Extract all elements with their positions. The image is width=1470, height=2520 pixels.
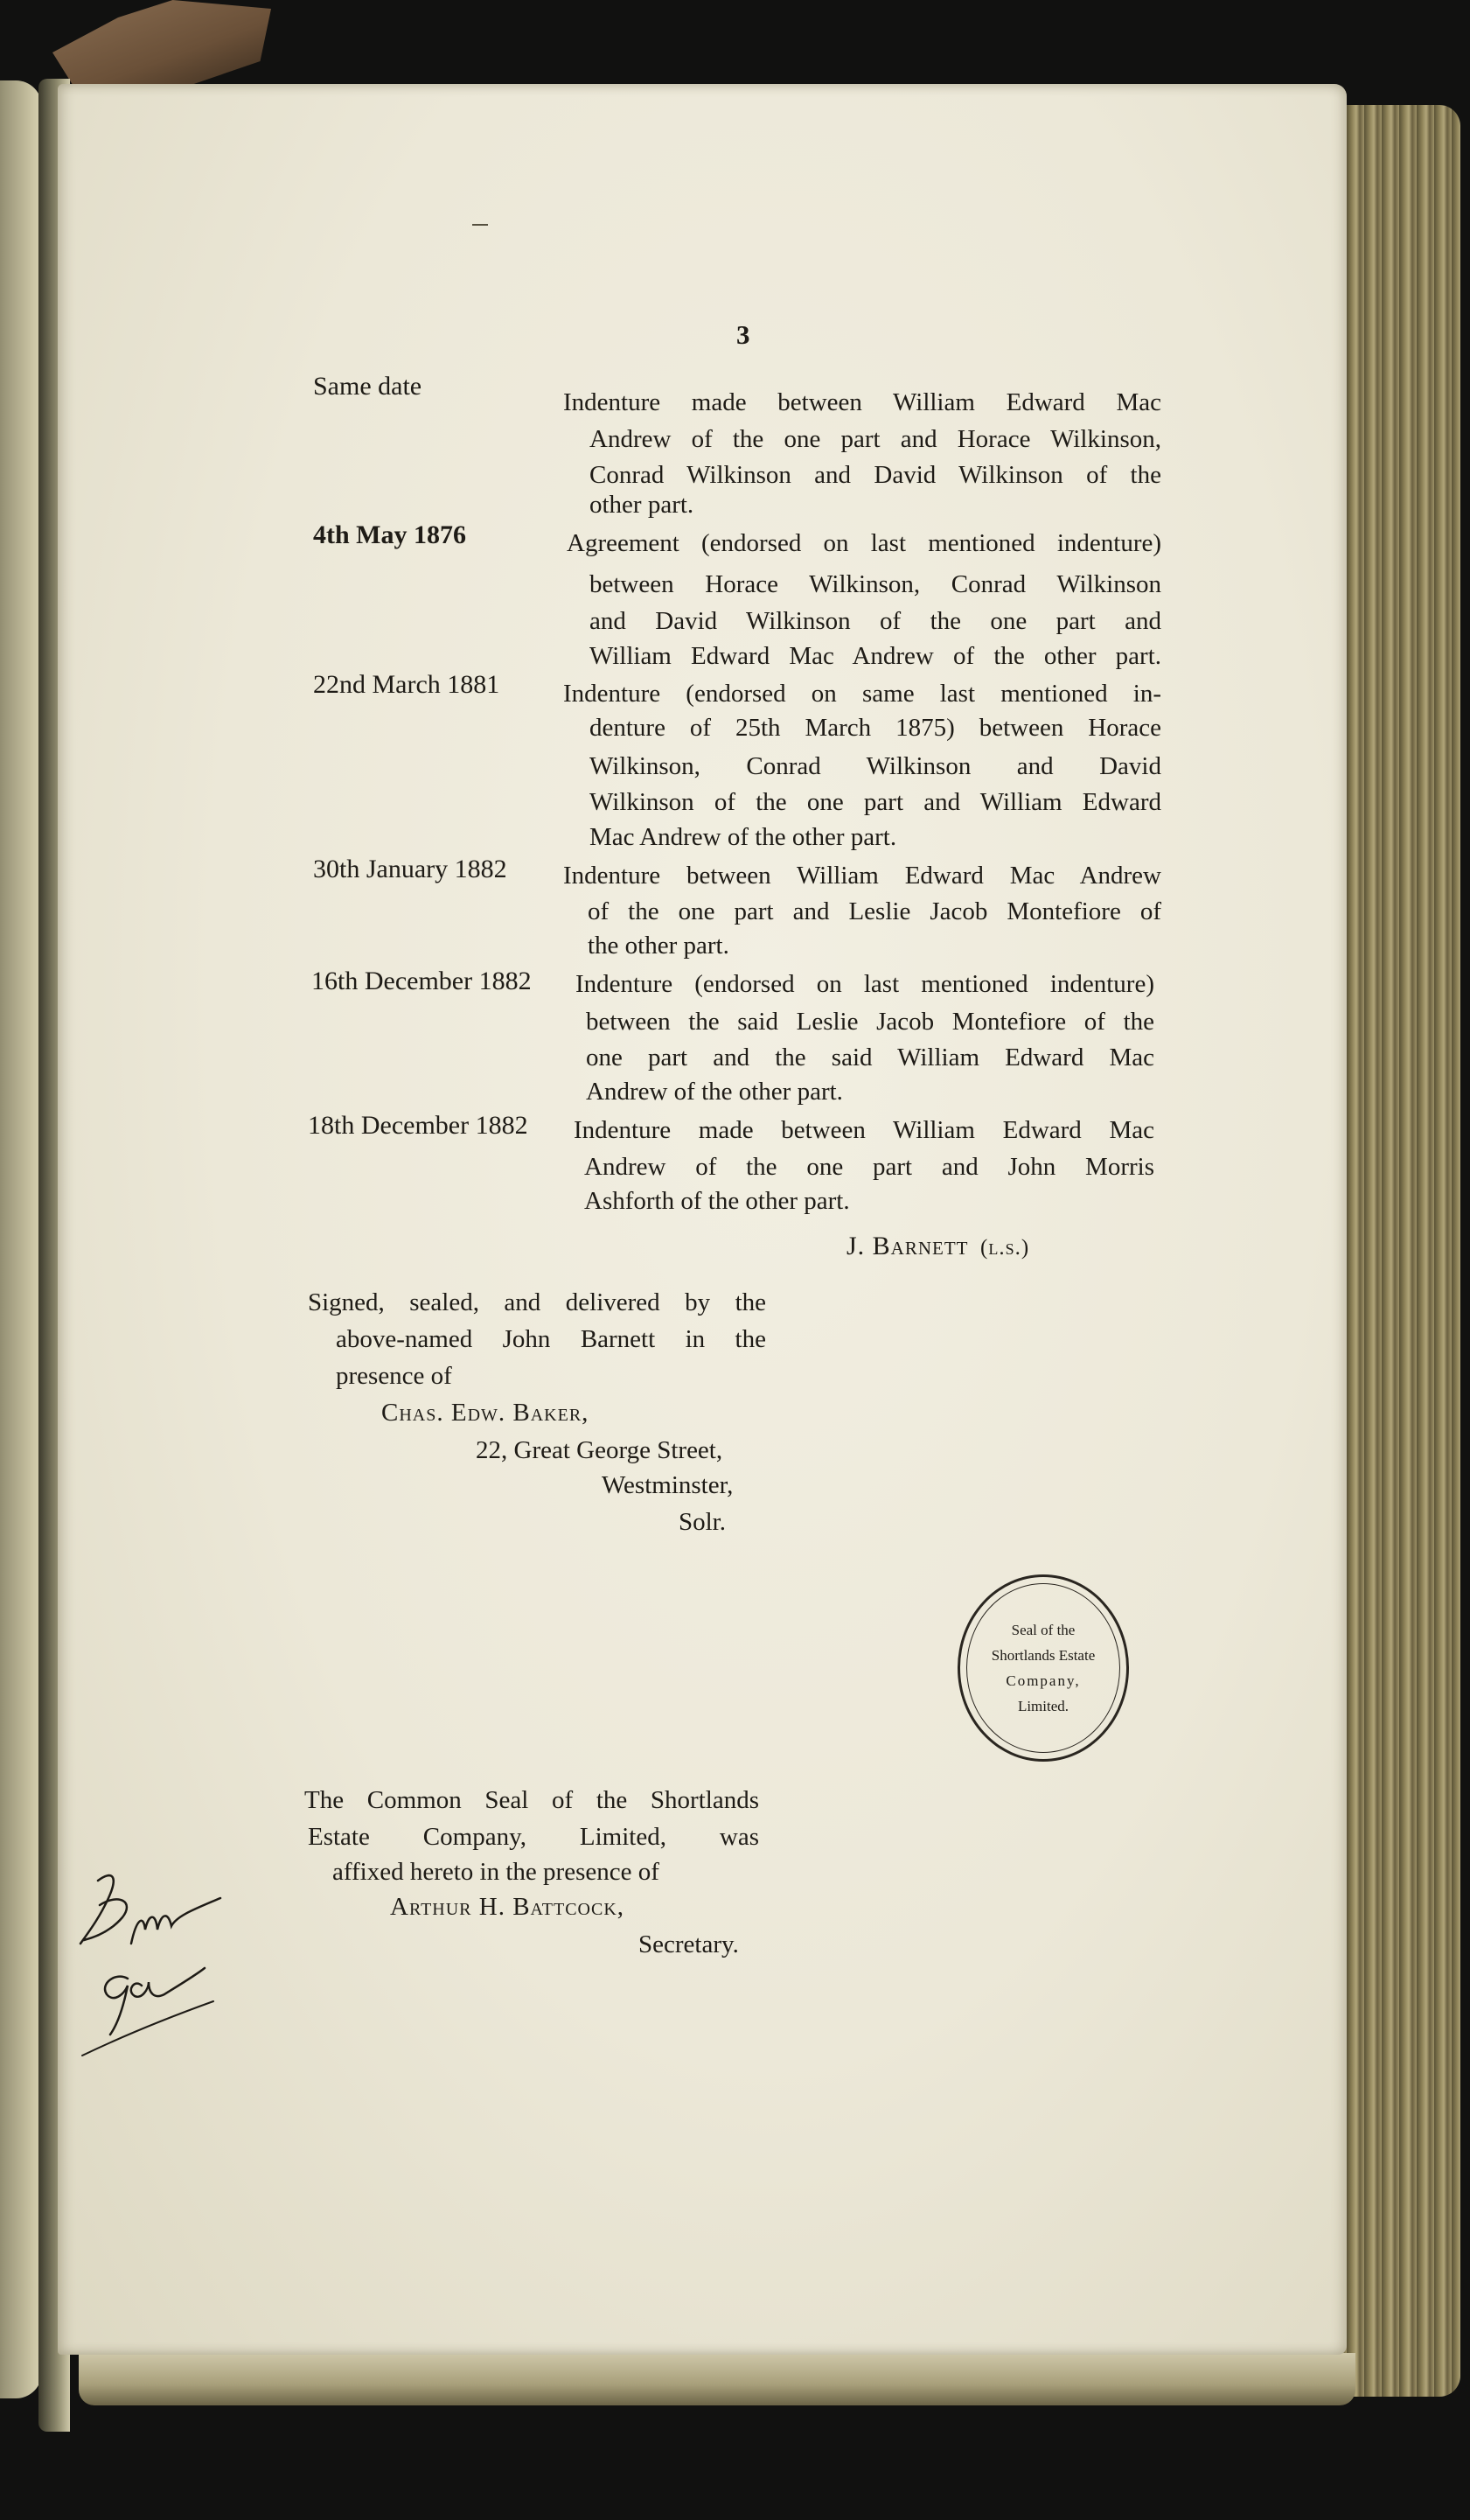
entry-text-line: Ashforth of the other part. [584,1187,850,1215]
entry-text-line: Wilkinson, Conrad Wilkinson and David [589,752,1161,780]
witness-address-line: 22, Great George Street, [476,1436,723,1464]
entry-text-line: Mac Andrew of the other part. [589,823,897,851]
entry-text-line: Indenture (endorsed on same last mentioned in- [563,680,1161,708]
entry-date: 4th May 1876 [313,520,466,549]
seal-text-line: Seal of the [1011,1622,1076,1638]
entry-text-line: the other part. [588,932,729,960]
page-mark [472,224,488,226]
entry-text-line: Wilkinson of the one part and William Edward [589,788,1161,816]
entry-text-line: Indenture made between William Edward Mac [574,1116,1154,1144]
entry-text-line: of the one part and Leslie Jacob Montefiore of [588,897,1161,925]
common-seal-line: Estate Company, Limited, was [308,1823,759,1851]
entry-date: 18th December 1882 [308,1111,528,1140]
entry-text-line: Andrew of the one part and John Morris [584,1153,1154,1181]
entry-text-line: and David Wilkinson of the one part and [589,607,1161,635]
witness-line: presence of [336,1362,452,1390]
signatory-name [846,1228,1029,1266]
entry-text-line: Indenture made between William Edward Mac [563,388,1161,416]
company-seal-inner [966,1583,1120,1753]
common-seal-line: affixed hereto in the presence of [332,1858,659,1886]
entry-text-line: between the said Leslie Jacob Montefiore of the [586,1008,1154,1036]
seal-text-line: Company, [1006,1672,1081,1689]
torn-paper-scrap [52,0,271,87]
page-stack-edges [1329,105,1460,2397]
entry-text-line: Indenture (endorsed on last mentioned indenture) [575,970,1154,998]
entry-text-line: Indenture between William Edward Mac Andrew [563,862,1161,890]
signatory-name-text: J. Barnett [846,1232,969,1260]
entry-text-line: Agreement (endorsed on last mentioned indenture) [567,529,1161,557]
page-bottom-edge [79,2353,1355,2405]
secretary-title: Secretary. [638,1930,739,1958]
witness-title: Solr. [679,1508,726,1536]
handwritten-initials-drawing [73,1863,240,2064]
witness-line: above-named John Barnett in the [336,1325,766,1353]
entry-text-line: other part. [589,491,694,519]
entry-date: 30th January 1882 [313,855,507,883]
entry-text-line: Conrad Wilkinson and David Wilkinson of the [589,461,1161,489]
seal-text-line: Limited. [1017,1698,1069,1714]
entry-date: 16th December 1882 [311,967,532,995]
ls-mark: (l.s.) [980,1236,1030,1260]
seal-text [992,1617,1096,1719]
entry-text-line: William Edward Mac Andrew of the other part. [589,642,1161,670]
left-page-edge [0,80,42,2398]
entry-date: 22nd March 1881 [313,670,500,699]
entry-date: Same date [313,372,422,401]
witness-name: Chas. Edw. Baker, [381,1399,589,1427]
seal-text-line: Shortlands Estate [991,1647,1096,1664]
entry-text-line: Andrew of the one part and Horace Wilkinson, [589,425,1161,453]
secretary-name: Arthur H. Battcock, [390,1893,625,1921]
witness-address-line: Westminster, [602,1471,734,1499]
entry-text-line: one part and the said William Edward Mac [586,1044,1154,1072]
page-number: 3 [736,319,750,350]
entry-text-line: Andrew of the other part. [586,1078,843,1106]
handwritten-initials [73,1863,240,2064]
witness-line: Signed, sealed, and delivered by the [308,1288,766,1316]
entry-text-line: between Horace Wilkinson, Conrad Wilkinson [589,570,1161,598]
company-seal [958,1574,1129,1762]
common-seal-line: The Common Seal of the Shortlands [304,1786,759,1814]
entry-text-line: denture of 25th March 1875) between Horace [589,714,1161,742]
